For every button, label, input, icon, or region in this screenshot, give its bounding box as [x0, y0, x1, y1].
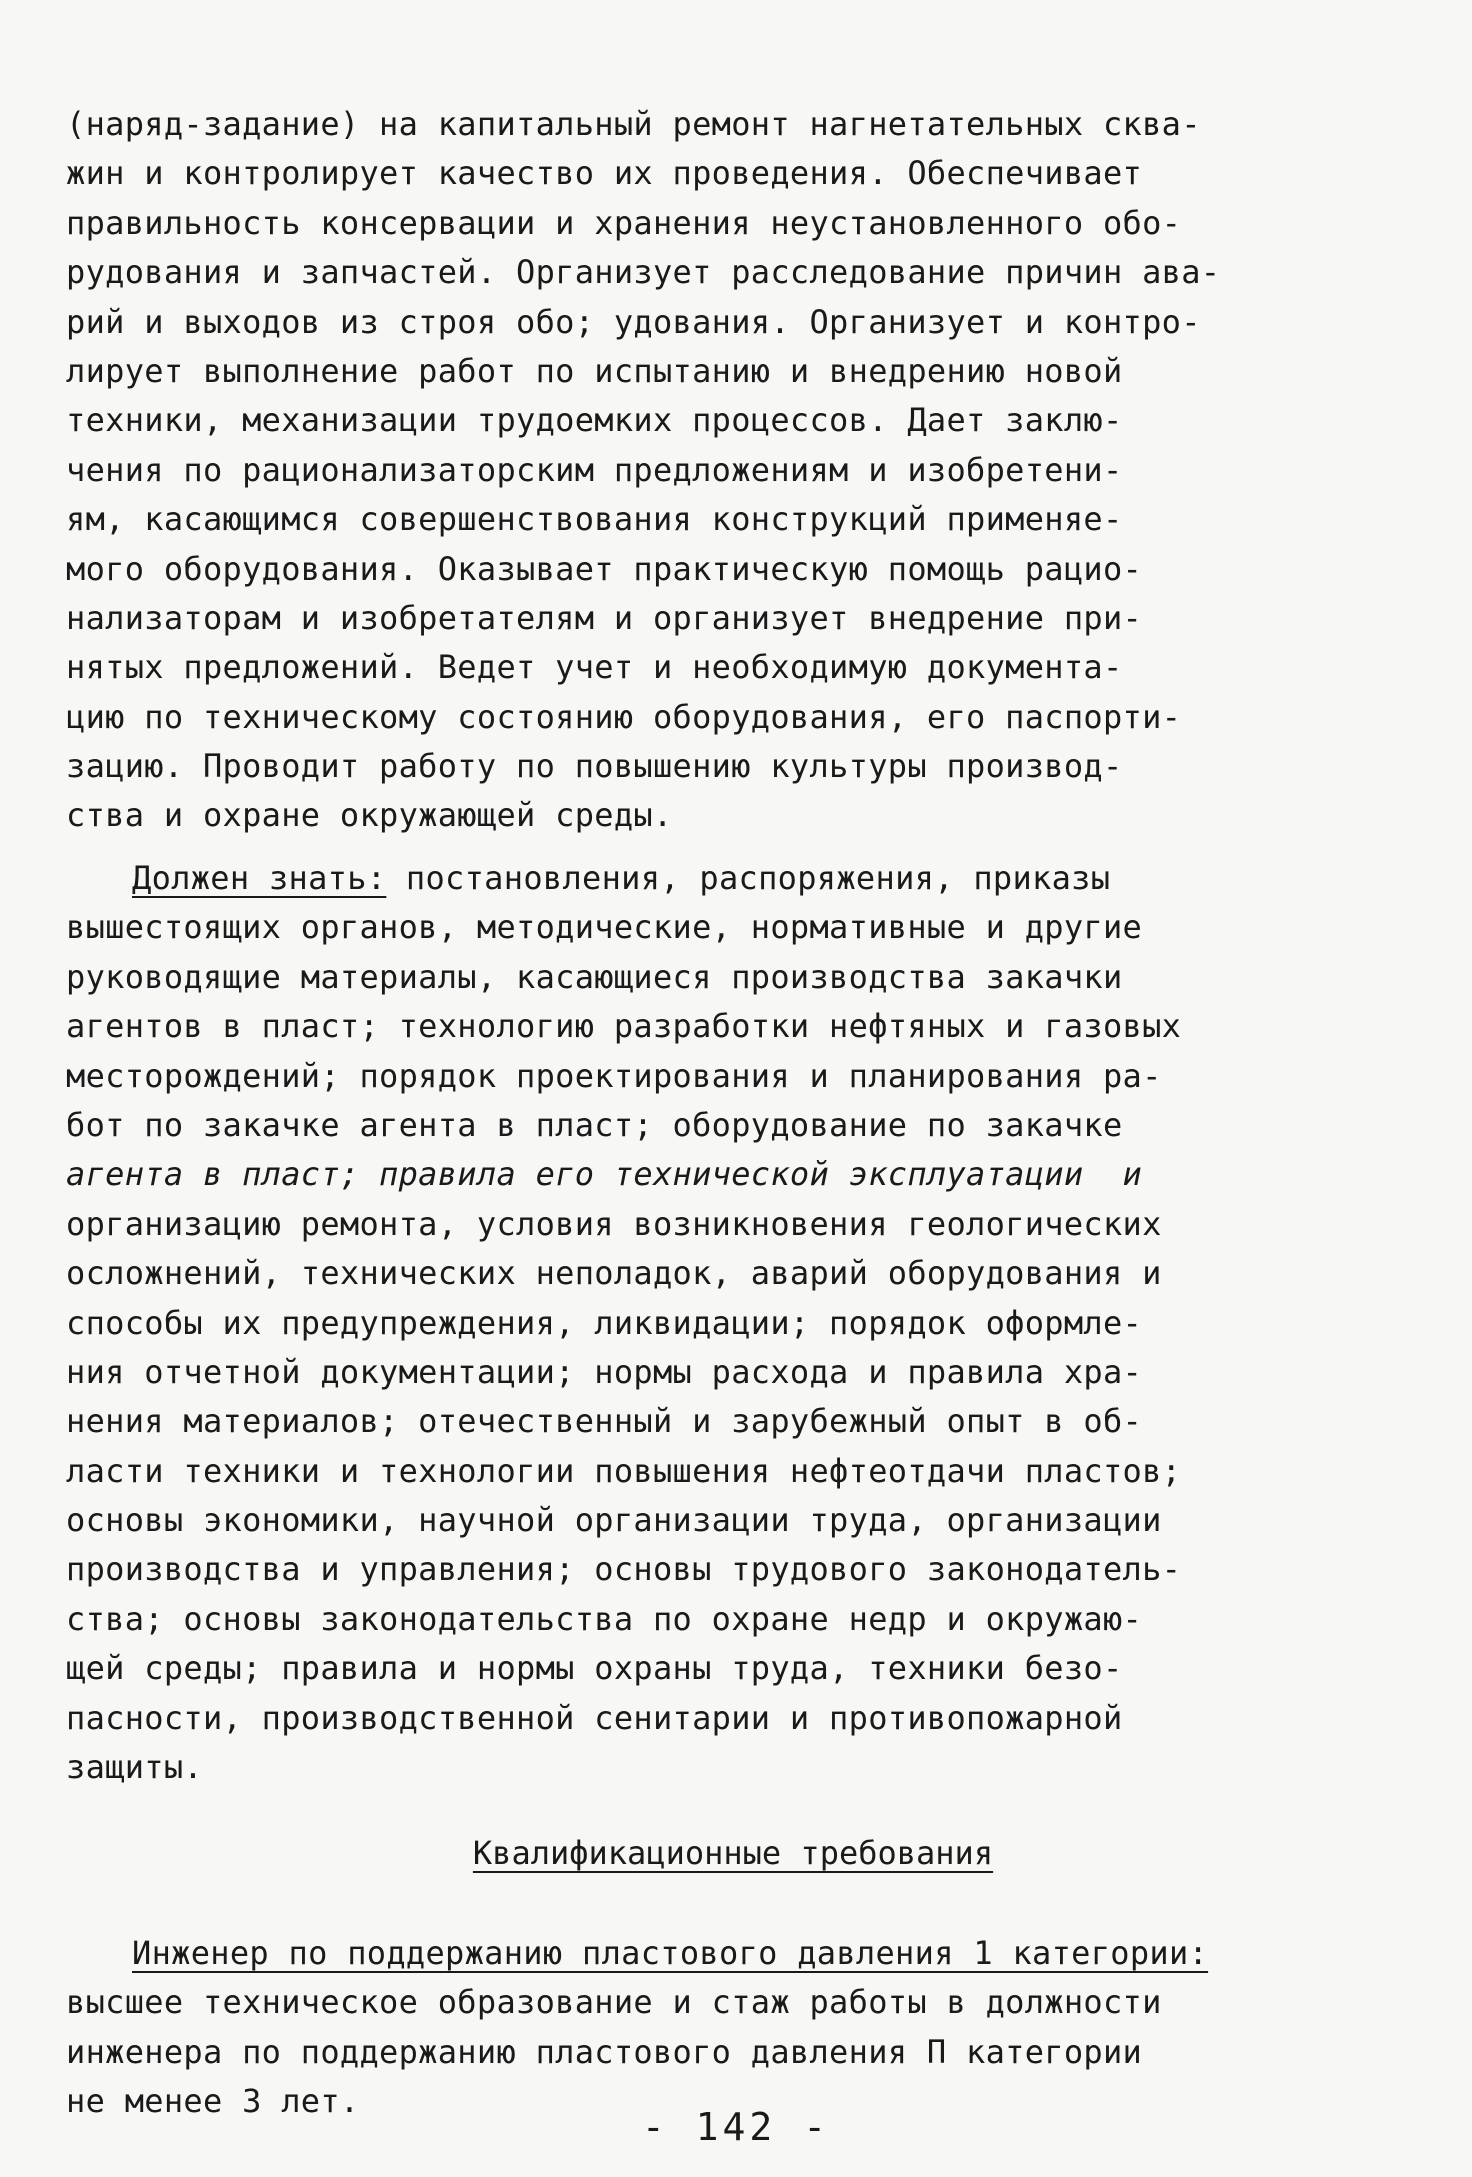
text-line: рудования и запчастей. Организует расследование причин ава- — [66, 253, 1221, 292]
text-line: производства и управления; основы трудового законодатель- — [66, 1550, 1182, 1589]
text-line: техники, механизации трудоемких процессов. Дает заклю- — [66, 401, 1123, 440]
text-line: пасности, производственной сенитарии и противопожарной — [66, 1698, 1123, 1737]
text-line — [66, 854, 1422, 903]
text-line: зацию. Проводит работу по повышению культуры производ- — [66, 747, 1123, 786]
text-line: основы экономики, научной организации труда, организации — [66, 1501, 1162, 1540]
text-line-italic: агента в пласт; правила его технической эксплуатации и — [66, 1155, 1143, 1194]
text-line: цию по техническому состоянию оборудования, его паспорти- — [66, 697, 1182, 736]
text-line: (наряд-задание) на капитальный ремонт нагнетательных сква- — [66, 105, 1201, 143]
text-line: руководящие материалы, касающиеся производства закачки — [66, 957, 1123, 996]
text-line: агентов в пласт; технологию разработки нефтяных и газовых — [66, 1007, 1182, 1046]
text-line: нятых предложений. Ведет учет и необходимую документа- — [66, 648, 1123, 687]
text-line: лирует выполнение работ по испытанию и внедрению новой — [66, 351, 1123, 390]
text-line: нения материалов; отечественный и зарубежный опыт в об- — [66, 1402, 1143, 1441]
text-line: высшее техническое образование и стаж работы в должности — [66, 1983, 1162, 2022]
must-know-first-line: постановления, распоряжения, приказы — [386, 859, 1111, 897]
text-line: нализаторам и изобретателям и организует внедрение при- — [66, 598, 1143, 637]
text-line: чения по рационализаторским предложениям и изобретени- — [66, 450, 1123, 489]
text-line: ства; основы законодательства по охране недр и окружаю- — [66, 1599, 1143, 1638]
text-line: защиты. — [66, 1748, 203, 1787]
text-line: ям, касающимся совершенствования конструкций применяе- — [66, 500, 1123, 539]
text-line: не менее 3 лет. — [66, 2082, 360, 2121]
text-line: правильность консервации и хранения неустановленного обо- — [66, 203, 1182, 242]
text-line: мого оборудования. Оказывает практическую помощь рацио- — [66, 549, 1143, 588]
text-line: инженера по поддержанию пластового давления П категории — [66, 2032, 1143, 2071]
text-line: рий и выходов из строя обо; удования. Организует и контро- — [66, 302, 1201, 341]
text-line: ласти техники и технологии повышения нефтеотдачи пластов; — [66, 1451, 1182, 1490]
text-line: вышестоящих органов, методические, нормативные и другие — [66, 908, 1143, 947]
text-line: осложнений, технических неполадок, аварий оборудования и — [66, 1254, 1162, 1293]
text-line — [66, 1929, 1422, 1978]
text-line: бот по закачке агента в пласт; оборудование по закачке — [66, 1105, 1123, 1144]
text-line: жин и контролирует качество их проведения. Обеспечивает — [66, 154, 1143, 193]
paragraph-must-know — [66, 854, 1422, 1792]
text-line: способы их предупреждения, ликвидации; порядок оформле- — [66, 1303, 1143, 1342]
text-line: щей среды; правила и нормы охраны труда, техники безо- — [66, 1649, 1123, 1688]
paragraph-qualification-category-1 — [66, 1929, 1422, 2127]
text-line: месторождений; порядок проектирования и планирования ра- — [66, 1056, 1162, 1095]
page-number: - 142 - — [641, 2105, 831, 2149]
paragraph-duties-continuation — [66, 100, 1422, 841]
section-heading — [0, 1829, 1472, 1878]
text-line: ства и охране окружающей среды. — [66, 796, 673, 835]
text-line: ния отчетной документации; нормы расхода и правила хра- — [66, 1352, 1143, 1391]
must-know-label: Должен знать: — [132, 859, 387, 897]
text-line: организацию ремонта, условия возникновения геологических — [66, 1204, 1162, 1243]
section-heading-text: Квалификационные требования — [472, 1834, 994, 1872]
category-label: Инженер по поддержанию пластового давления 1 категории: — [132, 1934, 1209, 1972]
